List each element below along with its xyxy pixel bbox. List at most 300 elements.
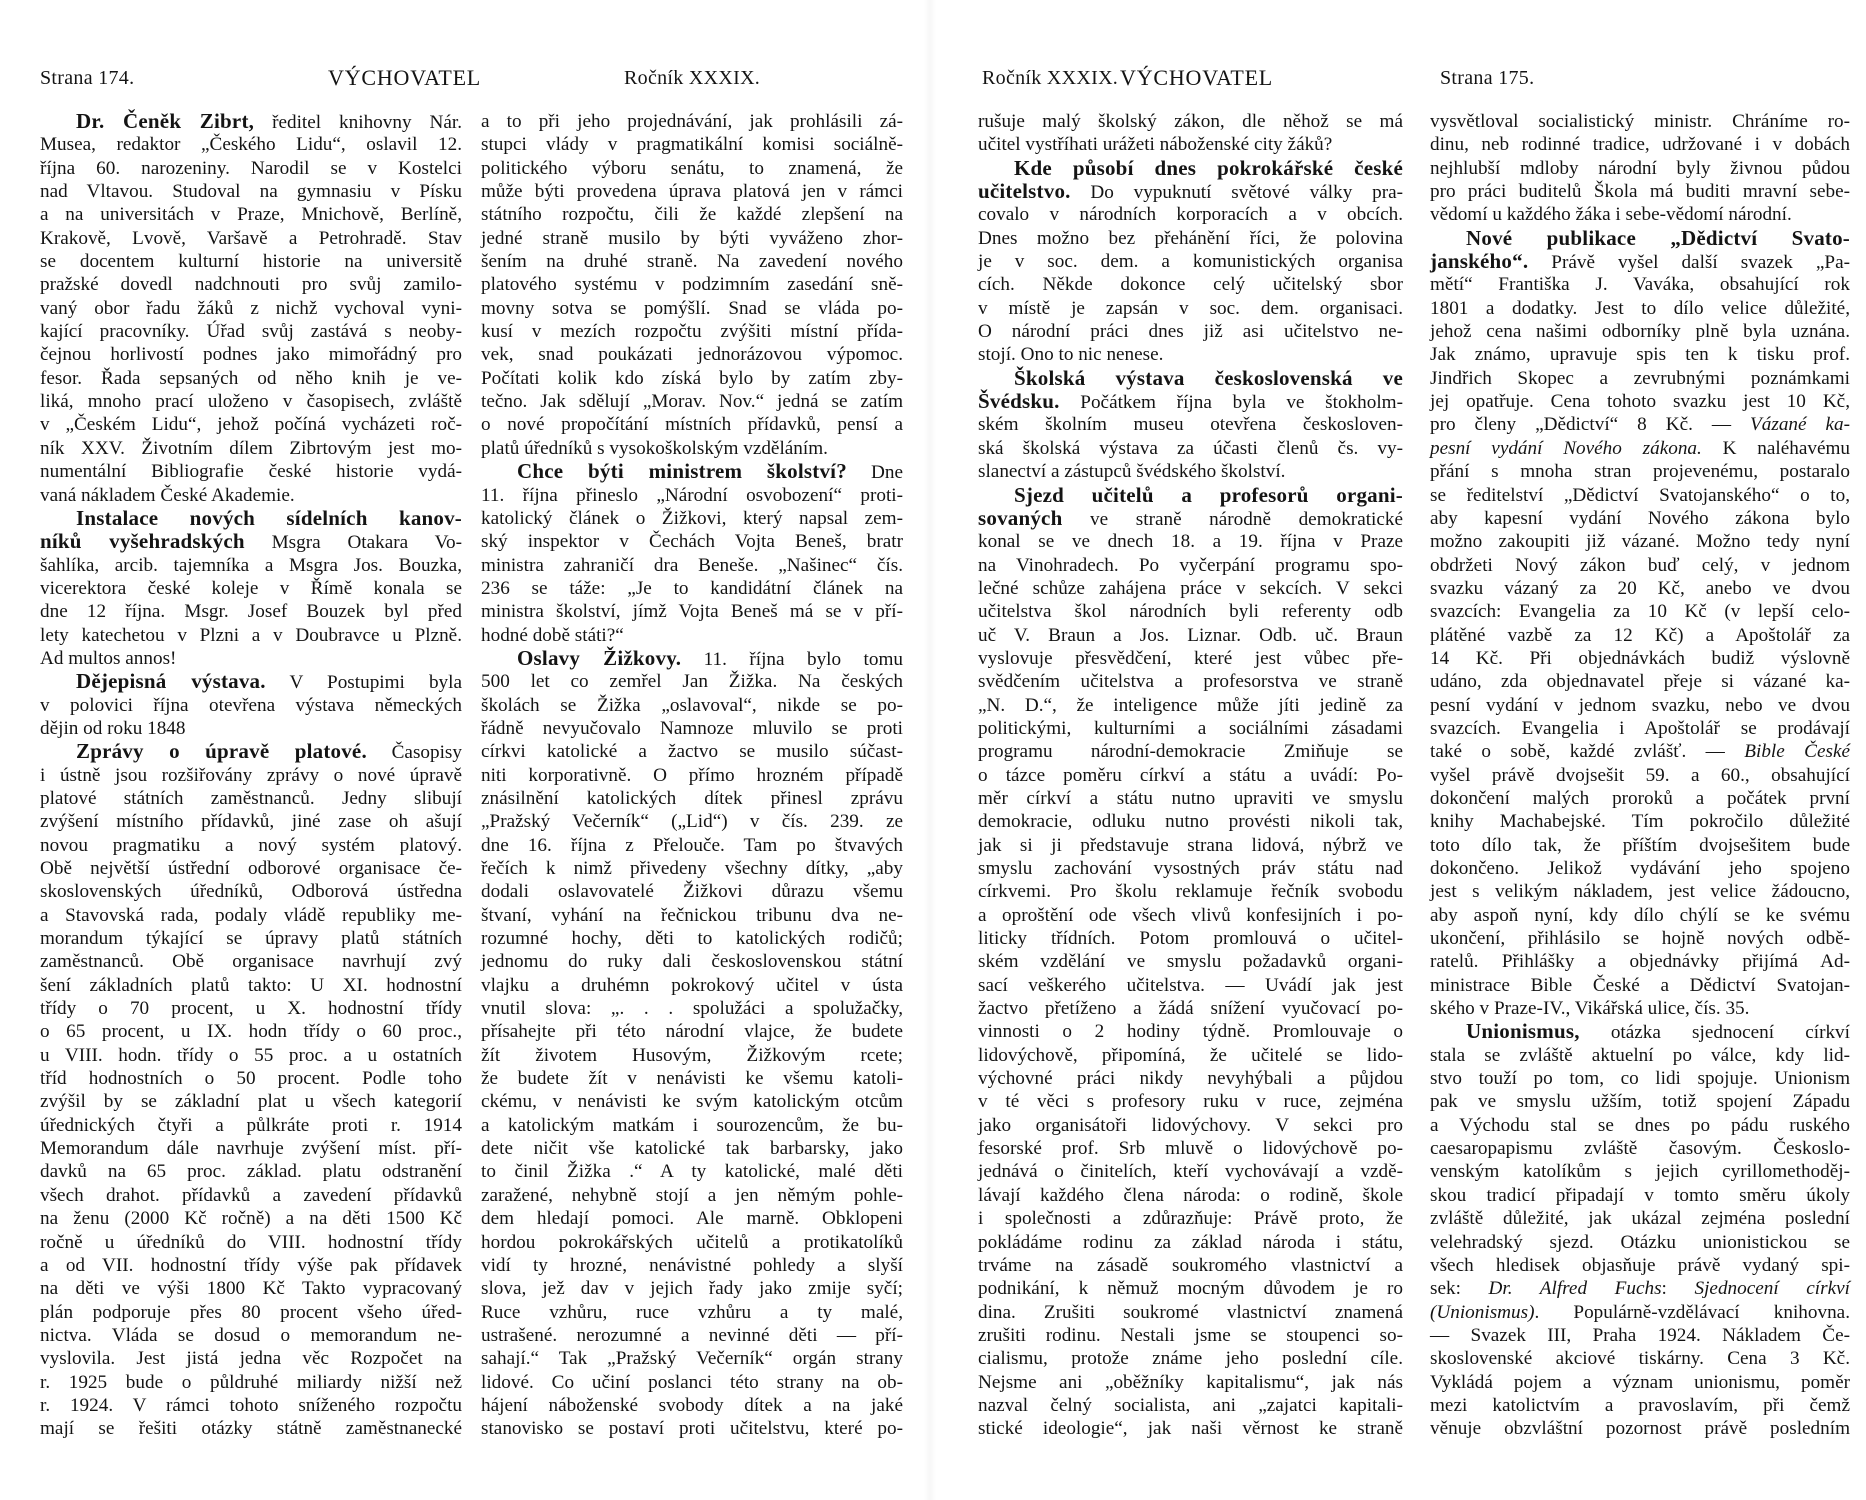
text-line	[978, 670, 1403, 693]
body-text: vaný obor řadu žáků z nichž vychoval vyni-	[40, 297, 462, 319]
body-text: ročně u úředníků do VIII. hodnostní třídy	[40, 1231, 462, 1253]
text-line	[481, 904, 903, 927]
body-text: ministrace Bible České a Dědictví Svatojan-	[1430, 974, 1850, 996]
text-line	[40, 904, 462, 927]
text-line	[978, 1044, 1403, 1067]
body-text: davků na 65 proc. základ. platu odstranění	[40, 1161, 462, 1183]
text-line	[978, 1371, 1403, 1394]
text-line	[978, 1254, 1403, 1277]
body-text: cialismu, protože známe jeho poslední cíle.	[978, 1348, 1403, 1370]
body-text: o nové propočítání místních přídavků, pensí a	[481, 414, 903, 436]
text-line	[978, 484, 1403, 507]
body-text: zvýšení místního přídavků, jiné zase oh ašují	[40, 811, 462, 833]
text-line	[481, 950, 903, 973]
body-text: státního rozpočtu, čili že každé zlepšení na	[481, 204, 903, 226]
italic-title: (Unionismus)	[1430, 1301, 1535, 1323]
text-line	[40, 1114, 462, 1137]
body-text: dokončení malých proroků a počátek první	[1430, 787, 1850, 809]
body-text: pro práci buditelů Škola má buditi mravní sebe-	[1430, 181, 1850, 203]
body-text: stupci vlády v pragmatikální komisi sociálně-	[481, 134, 903, 156]
text-line	[40, 1301, 462, 1324]
text-line	[1430, 997, 1850, 1020]
text-line	[1430, 437, 1850, 460]
text-line	[1430, 1324, 1850, 1347]
text-line	[481, 437, 903, 460]
text-line	[481, 1417, 903, 1440]
body-text: může býti provedena úprava platová jen v rámci	[481, 181, 903, 203]
body-text: věnuje obzvláštní pozornost právě posledním	[1430, 1418, 1850, 1440]
text-line	[978, 367, 1403, 390]
body-text: Obě největší ústřední odborové organisace če-	[40, 858, 462, 879]
body-text: dodali oslavovatelé Žižkovi důrazu všemu	[481, 881, 903, 903]
body-text: mají se řešiti otázky státně zaměstnanecké	[40, 1418, 462, 1440]
body-text: jako organisátoři lidovýchovy. V sekci pro	[978, 1114, 1403, 1136]
article-heading: janského“.	[1430, 249, 1529, 274]
body-text: platů úředníků s vysokoškolským vzděláním.	[481, 437, 828, 459]
text-line	[40, 1394, 462, 1417]
text-line	[481, 1207, 903, 1230]
body-text: řečích k nimž přivedeny všechny dítky, „aby	[481, 858, 903, 879]
body-text: dne 16. října z Přelouče. Tam po štvavých	[481, 834, 903, 856]
text-line	[1430, 1020, 1850, 1043]
text-line	[481, 460, 903, 483]
italic-title: Dr. Alfred Fuchs	[1488, 1278, 1662, 1300]
text-line	[481, 507, 903, 530]
body-text: velehradský sjezd. Otázku unionistickou se	[1430, 1231, 1850, 1253]
body-text: stanovisko se postaví proti učitelstvu, které po-	[481, 1418, 903, 1440]
body-text: novou pragmatiku a nový systém platový.	[40, 834, 462, 856]
page-number-right: Strana 175.	[1440, 67, 1535, 89]
body-text: Nejsme ani „oběžníky kapitalismu“, jak nás	[978, 1371, 1403, 1393]
text-line	[40, 180, 462, 203]
text-line	[481, 273, 903, 296]
body-text: V Postupimi byla	[265, 672, 462, 694]
body-text: vědomí u každého žáka i sebe-vědomí národní.	[1430, 204, 1792, 226]
text-line	[40, 157, 462, 180]
page-number-left: Strana 174.	[40, 67, 135, 89]
body-text: a oproštění ode všech vlivů konfesijních i po-	[978, 904, 1403, 926]
text-line	[40, 460, 462, 483]
text-line	[978, 880, 1403, 903]
left-page	[0, 0, 930, 1500]
body-text: v polovici října otevřena výstava německých	[40, 694, 462, 716]
body-text: všech hledisek objasňuje právě vydaný spi-	[1430, 1254, 1850, 1276]
text-line	[1430, 413, 1850, 436]
body-text: se ředitelství „Dědictví Svatojanského“ o to,	[1430, 484, 1850, 506]
text-line	[40, 1324, 462, 1347]
body-text: učitelstva škol národních byli referenty odb	[978, 601, 1403, 623]
body-text: toto dílo tak, že příštím dvojsešitem bude	[1430, 834, 1850, 856]
text-line	[40, 1207, 462, 1230]
text-line	[978, 787, 1403, 810]
text-line	[40, 554, 462, 577]
body-text: smyslu zachování vysostných práv státu nad	[978, 858, 1403, 879]
text-line	[978, 857, 1403, 880]
body-text: svazcích: Evangelia za 10 Kč (v lepší celo-	[1430, 601, 1850, 623]
body-text: :	[1661, 1278, 1695, 1300]
text-line	[978, 1394, 1403, 1417]
body-text: fesorské prof. Srb mluvě o lidovýchově po-	[978, 1138, 1403, 1160]
body-text: sahají.“ Tak „Pražský Večerník“ orgán strany	[481, 1348, 903, 1370]
text-line	[481, 343, 903, 366]
body-text: i společnosti a zdůrazňuje: Právě proto, že	[978, 1208, 1403, 1230]
body-text: žít životem Husovým, Žižkovým rcete;	[481, 1044, 903, 1066]
text-line	[40, 764, 462, 787]
text-line	[40, 997, 462, 1020]
body-text: pesní vydání v jednom svazku, nebo ve dvou	[1430, 694, 1850, 716]
body-text: vyslovila. Jest jistá jedna věc Rozpočet na	[40, 1348, 462, 1370]
text-line	[40, 577, 462, 600]
body-text: ustrašené. nerozumné a nevinné děti — pří-	[481, 1324, 903, 1346]
text-line	[1430, 624, 1850, 647]
text-line	[978, 624, 1403, 647]
text-line	[978, 1277, 1403, 1300]
body-text: Časopisy	[366, 742, 462, 764]
body-text: lávají každého člena národa: o rodině, škole	[978, 1184, 1403, 1206]
body-text: mětí“ Františka J. Vaváka, obsahující rok	[1430, 274, 1850, 296]
text-line	[40, 273, 462, 296]
text-line	[1430, 1090, 1850, 1113]
text-line	[1430, 250, 1850, 273]
body-text: vek, snad poukázati jednorázovou výpomoc.	[481, 344, 903, 366]
text-line	[40, 390, 462, 413]
text-line	[40, 297, 462, 320]
text-line	[1430, 507, 1850, 530]
text-line	[40, 834, 462, 857]
text-line	[40, 600, 462, 623]
article-heading: učitelstvo.	[978, 179, 1071, 204]
text-line	[1430, 460, 1850, 483]
body-text: a Stavovská rada, podaly vládě republiky me-	[40, 904, 462, 926]
body-text: plán podporuje přes 80 procent všeho úřed-	[40, 1301, 462, 1323]
text-line	[1430, 670, 1850, 693]
text-line	[481, 880, 903, 903]
body-text: a od VII. hodnostní třídy výše pak přídavek	[40, 1254, 462, 1276]
text-line	[40, 530, 462, 553]
body-text: r. 1925 bude o půldruhé miliardy nižší než	[40, 1371, 462, 1393]
body-text: dina. Zrušiti soukromé vlastnictví znamená	[978, 1301, 1403, 1323]
body-text: šahlíka, arcib. tajemníka a Msgra Jos. Bouzka,	[40, 554, 462, 576]
text-line	[978, 1137, 1403, 1160]
article-heading: Unionismus,	[1466, 1019, 1580, 1044]
body-text: dne 12 října. Msgr. Josef Bouzek byl před	[40, 601, 462, 623]
text-line	[1430, 1160, 1850, 1183]
body-text: jak si ji představuje strana lidová, nýbrž ve	[978, 834, 1403, 856]
text-line	[978, 927, 1403, 950]
text-line	[40, 1160, 462, 1183]
text-column-2	[481, 110, 903, 1441]
body-text: „Pražský Večerník“ („Lid“) v čís. 239. ze	[481, 811, 903, 833]
body-text: 11. října přineslo „Národní osvobození“ proti-	[481, 484, 903, 506]
text-line	[978, 1114, 1403, 1137]
body-text: hájení náboženské svobody dítek a na jaké	[481, 1394, 903, 1416]
text-line	[978, 740, 1403, 763]
text-line	[1430, 694, 1850, 717]
body-text: pokládáme rodinu za základ národa i státu,	[978, 1231, 1403, 1253]
body-text: a to při jeho projednávání, jak prohlásili zá-	[481, 111, 903, 132]
text-line	[481, 997, 903, 1020]
article-heading: Školská výstava československá ve	[1014, 365, 1403, 390]
text-line	[481, 1114, 903, 1137]
text-line	[978, 413, 1403, 436]
body-text: tříd hodnostních o 50 procent. Podle toho	[40, 1068, 462, 1090]
body-text: 236 se táže: „Je to kandidátní článek na	[481, 577, 903, 599]
text-line	[978, 1184, 1403, 1207]
article-heading: Nové publikace „Dědictví Svato-	[1466, 225, 1850, 250]
text-line	[1430, 1067, 1850, 1090]
body-text: výchovné práci nikdy nevyhýbali a půjdou	[978, 1068, 1403, 1090]
text-line	[481, 647, 903, 670]
text-line	[481, 624, 903, 647]
body-text: uč V. Braun a Jos. Liznar. Odb. uč. Braun	[978, 624, 1403, 646]
text-line	[40, 110, 462, 133]
text-line	[40, 1277, 462, 1300]
text-line	[481, 670, 903, 693]
text-line	[978, 320, 1403, 343]
body-text: podnikání, k němuž mocným důvodem je ro	[978, 1278, 1403, 1300]
body-text: obdržeti Nový zákon buď celý, v jednom	[1430, 554, 1850, 576]
body-text: 1801 a dodatky. Jest to dílo velice důležité,	[1430, 297, 1850, 319]
text-line	[978, 203, 1403, 226]
text-line	[1430, 343, 1850, 366]
body-text: dinu, neb rodinné tradice, udržované i v dobách	[1430, 134, 1850, 156]
text-line	[40, 927, 462, 950]
body-text: covalo v národních korporacích a v obcích.	[978, 204, 1403, 226]
body-text: na děti ve výši 1800 Kč Takto vypracovaný	[40, 1278, 462, 1300]
body-text: na Vinohradech. Po vyčerpání programu spo-	[978, 554, 1403, 576]
body-text: Ruce vzhůru, ruce vzhůru a ty malé,	[481, 1301, 903, 1323]
body-text: jedné straně musilo by býti vyváženo zhor-	[481, 227, 903, 249]
text-line	[481, 367, 903, 390]
text-line	[1430, 180, 1850, 203]
text-line	[481, 927, 903, 950]
text-line	[481, 250, 903, 273]
body-text: numentální Bibliografie české historie vydá-	[40, 461, 462, 483]
body-text: třídy o 70 procent, u X. hodnostní třídy	[40, 998, 462, 1020]
text-line	[481, 320, 903, 343]
body-text: ve straně národně demokratické	[1062, 508, 1403, 530]
text-line	[1430, 227, 1850, 250]
body-text: stické ideologie“, jak naši věrnost ke straně	[978, 1418, 1403, 1440]
body-text: Dne	[846, 462, 903, 484]
body-text: vysvětloval socialistický ministr. Chráníme ro-	[1430, 111, 1850, 132]
body-text: Dnes možno bez přehánění říci, že polovina	[978, 227, 1403, 249]
body-text: zvláště důležité, jak ukázal zejména poslední	[1430, 1208, 1850, 1230]
text-line	[1430, 1044, 1850, 1067]
text-line	[40, 227, 462, 250]
body-text: to činil Žižka .“ A ty katolické, malé děti	[481, 1161, 903, 1183]
text-line	[481, 1371, 903, 1394]
body-text: sací veškerého učitelstva. — Uvádí jak jest	[978, 974, 1403, 996]
body-text: zaměstnanců. Obě organisace navrhují zvý	[40, 951, 462, 973]
text-line	[1430, 297, 1850, 320]
text-line	[978, 157, 1403, 180]
article-heading: Zprávy o úpravě platové.	[76, 739, 367, 764]
body-text: udáno, zda objednavatel přeje si vázané ka-	[1430, 671, 1850, 693]
text-line	[1430, 530, 1850, 553]
text-line	[1430, 787, 1850, 810]
text-line	[978, 110, 1403, 133]
text-line	[40, 1417, 462, 1440]
body-text: vaná nákladem České Akademie.	[40, 484, 295, 506]
text-line	[481, 1254, 903, 1277]
body-text: otázka sjednocení církví	[1579, 1022, 1850, 1044]
body-text: jej opatřuje. Cena tohoto svazku jest 10 Kč,	[1430, 391, 1850, 413]
text-line	[481, 1044, 903, 1067]
text-line	[481, 1184, 903, 1207]
volume-label-right: Ročník XXXIX.	[982, 67, 1119, 89]
text-line	[40, 1137, 462, 1160]
body-text: že budete žít v nenávisti ke všemu katoli-	[481, 1068, 903, 1090]
text-line	[40, 787, 462, 810]
text-line	[978, 764, 1403, 787]
body-text: také o sobě, každé zvlášť. —	[1430, 741, 1745, 763]
text-line	[481, 203, 903, 226]
text-line	[481, 484, 903, 507]
text-line	[481, 1324, 903, 1347]
text-line	[1430, 157, 1850, 180]
body-text: všech drahot. přídavků a zavedení přídavků	[40, 1184, 462, 1206]
text-line	[978, 297, 1403, 320]
text-line	[40, 1020, 462, 1043]
body-text: „N. D.“, že inteligence může jíti jedině za	[978, 694, 1403, 716]
body-text: liká, mnoho prací uloženo v časopisech, zvláště	[40, 391, 462, 413]
body-text: je v soc. dem. a komunistických organisa	[978, 251, 1403, 273]
body-text: zaražené, nehybně stojí a jen němým pohle-	[481, 1184, 903, 1206]
text-line	[1430, 764, 1850, 787]
text-line	[1430, 1254, 1850, 1277]
body-text: žactvo přetíženo a žádá snížení vyučovací po-	[978, 998, 1403, 1020]
body-text: ukončení, přihlásilo se hojně nových odbě-	[1430, 928, 1850, 950]
body-text: zrušiti rodinu. Nestali jsme se stoupenci so-	[978, 1324, 1403, 1346]
body-text: a katolickým matkám i sourozencům, že bu-	[481, 1114, 903, 1136]
text-line	[481, 110, 903, 133]
body-text: přání s mnoha stran projevenému, postaralo	[1430, 461, 1850, 483]
body-text: ského v Praze-IV., Vikářská ulice, čís. 35.	[1430, 998, 1750, 1020]
body-text: Musea, redaktor „Českého Lidu“, oslavil 12.	[40, 134, 462, 156]
article-heading: Oslavy Žižkovy.	[517, 645, 682, 670]
body-text: října 60. narozeniny. Narodil se v Kostelci	[40, 157, 462, 179]
text-line	[1430, 927, 1850, 950]
body-text: ském vzdělání ve smyslu požadavků organi-	[978, 951, 1403, 973]
body-text: vyšel právě dvojsešit 59. a 60., obsahující	[1430, 764, 1850, 786]
text-line	[40, 484, 462, 507]
text-line	[1430, 110, 1850, 133]
body-text: skoslovenských úředníků, Odborová ústředna	[40, 881, 462, 903]
body-text: aby aspoň nyní, kdy dílo chýlí se ke svému	[1430, 904, 1850, 926]
body-text: K naléhavému	[1701, 437, 1850, 459]
text-line	[40, 343, 462, 366]
text-line	[40, 1254, 462, 1277]
body-text: jednomu do ruky dali československou státní	[481, 951, 903, 973]
text-line	[481, 810, 903, 833]
body-text: Počítati kolik kdo získá bylo by zatím zby-	[481, 367, 903, 389]
body-text: vyslovuje přesvědčení, které jest vůbec pře-	[978, 647, 1403, 669]
body-text: O národní práci dnes již asi učitelstvo ne-	[978, 321, 1403, 343]
body-text: nictva. Vláda se dosud o memorandum ne-	[40, 1324, 462, 1346]
body-text: měr církví a státu nutno upraviti ve smyslu	[978, 787, 1403, 809]
body-text: úřednických čtyři a půlkráte proti r. 1914	[40, 1114, 462, 1136]
body-text: v místě je zapsán v soc. dem. organisaci.	[978, 297, 1403, 319]
body-text: platového systému v podzimním zasedání sně-	[481, 274, 903, 296]
article-heading: Chce býti ministrem školství?	[517, 459, 847, 484]
article-heading: Kde působí dnes pokrokářské české	[1014, 155, 1403, 180]
journal-title-right: VÝCHOVATEL	[1120, 65, 1274, 90]
body-text: šení základních platů takto: U XI. hodnostní	[40, 974, 462, 996]
body-text: vinnosti o 2 hodiny týdně. Promlouvaje o	[978, 1021, 1403, 1043]
body-text: dokončeno. Jelikož vydávání jeho spojeno	[1430, 858, 1850, 879]
text-line	[978, 834, 1403, 857]
text-line	[978, 997, 1403, 1020]
body-text: liticky třídních. Potom promlouvá o učitel-	[978, 928, 1403, 950]
body-text: ský inspektor v Čechách Vojta Beneš, bratr	[481, 531, 903, 553]
body-text: lidovýchově, připomíná, že učitelé se lido-	[978, 1044, 1403, 1066]
text-line	[978, 180, 1403, 203]
text-line	[481, 974, 903, 997]
body-text: kající pracovníky. Úřad svůj zastává s neoby-	[40, 321, 462, 343]
text-line	[40, 133, 462, 156]
body-text: Do vypuknutí světové války pra-	[1070, 182, 1403, 204]
body-text: Msgra Otakara Vo-	[244, 532, 463, 554]
body-text: plátěné vazbě za 12 Kč) a Apoštolář za	[1430, 624, 1850, 646]
body-text: Jak známo, upravuje spis ten k tisku prof.	[1430, 344, 1850, 366]
body-text: svazcích. Evangelia i Apoštolář se prodávají	[1430, 717, 1850, 739]
text-line	[481, 297, 903, 320]
body-text: cích. Někde dokonce celý učitelský sbor	[978, 274, 1403, 296]
body-text: rozumné hochy, děti to katolických rodičů;	[481, 928, 903, 950]
body-text: katolický článek o Žižkovi, který napsal zem-	[481, 507, 903, 529]
body-text: pro členy „Dědictví“ 8 Kč. —	[1430, 414, 1751, 436]
text-line	[978, 1160, 1403, 1183]
body-text: lečné schůze zahájena práce v sekcích. V sekci	[978, 577, 1403, 599]
body-text: Memorandum dále navrhuje zvýšení míst. pří-	[40, 1138, 462, 1160]
text-line	[978, 1090, 1403, 1113]
text-line	[40, 647, 462, 670]
text-line	[1430, 273, 1850, 296]
text-line	[1430, 133, 1850, 156]
text-line	[40, 367, 462, 390]
text-line	[40, 203, 462, 226]
text-line	[978, 390, 1403, 413]
body-text: učitel vystříhati urážeti náboženské city žáků?	[978, 134, 1333, 156]
body-text: o tázce poměru církví a státu a uvádí: Po-	[978, 764, 1403, 786]
text-line	[481, 1347, 903, 1370]
body-text: církvi katolické a žactvo se musilo súčast-	[481, 741, 903, 763]
body-text: i ústně jsou rozšiřovány zprávy o nové úpravě	[40, 764, 462, 786]
body-text: lety katechetou v Plzni a v Doubravce u Plzně.	[40, 624, 462, 646]
text-line	[40, 1044, 462, 1067]
text-line	[978, 600, 1403, 623]
text-line	[481, 834, 903, 857]
text-line	[978, 554, 1403, 577]
body-text: nejhlubší mdloby národní byly živnou půdou	[1430, 157, 1850, 179]
text-line	[978, 647, 1403, 670]
text-line	[481, 1020, 903, 1043]
body-text: vicerektora české koleje v Římě konala se	[40, 577, 462, 599]
body-text: v té věci s profesory ruku v ruce, zejména	[978, 1091, 1403, 1113]
body-text: šením na druhé straně. Na zavedení nového	[481, 251, 903, 273]
body-text: vlajku a druhémn pokrokový učitel v ústa	[481, 974, 903, 996]
body-text: svědčením učitelstva a profesorstva ve straně	[978, 671, 1403, 693]
text-line	[40, 413, 462, 436]
article-heading: Dr. Čeněk Zibrt,	[76, 109, 255, 133]
text-line	[481, 1067, 903, 1090]
body-text: ministra školství, jímž Vojta Beneš má se v pří-	[481, 601, 903, 623]
body-text: možno zakoupiti již vázané. Možno tedy nyní	[1430, 531, 1850, 553]
text-line	[1430, 904, 1850, 927]
text-line	[1430, 880, 1850, 903]
text-line	[978, 577, 1403, 600]
